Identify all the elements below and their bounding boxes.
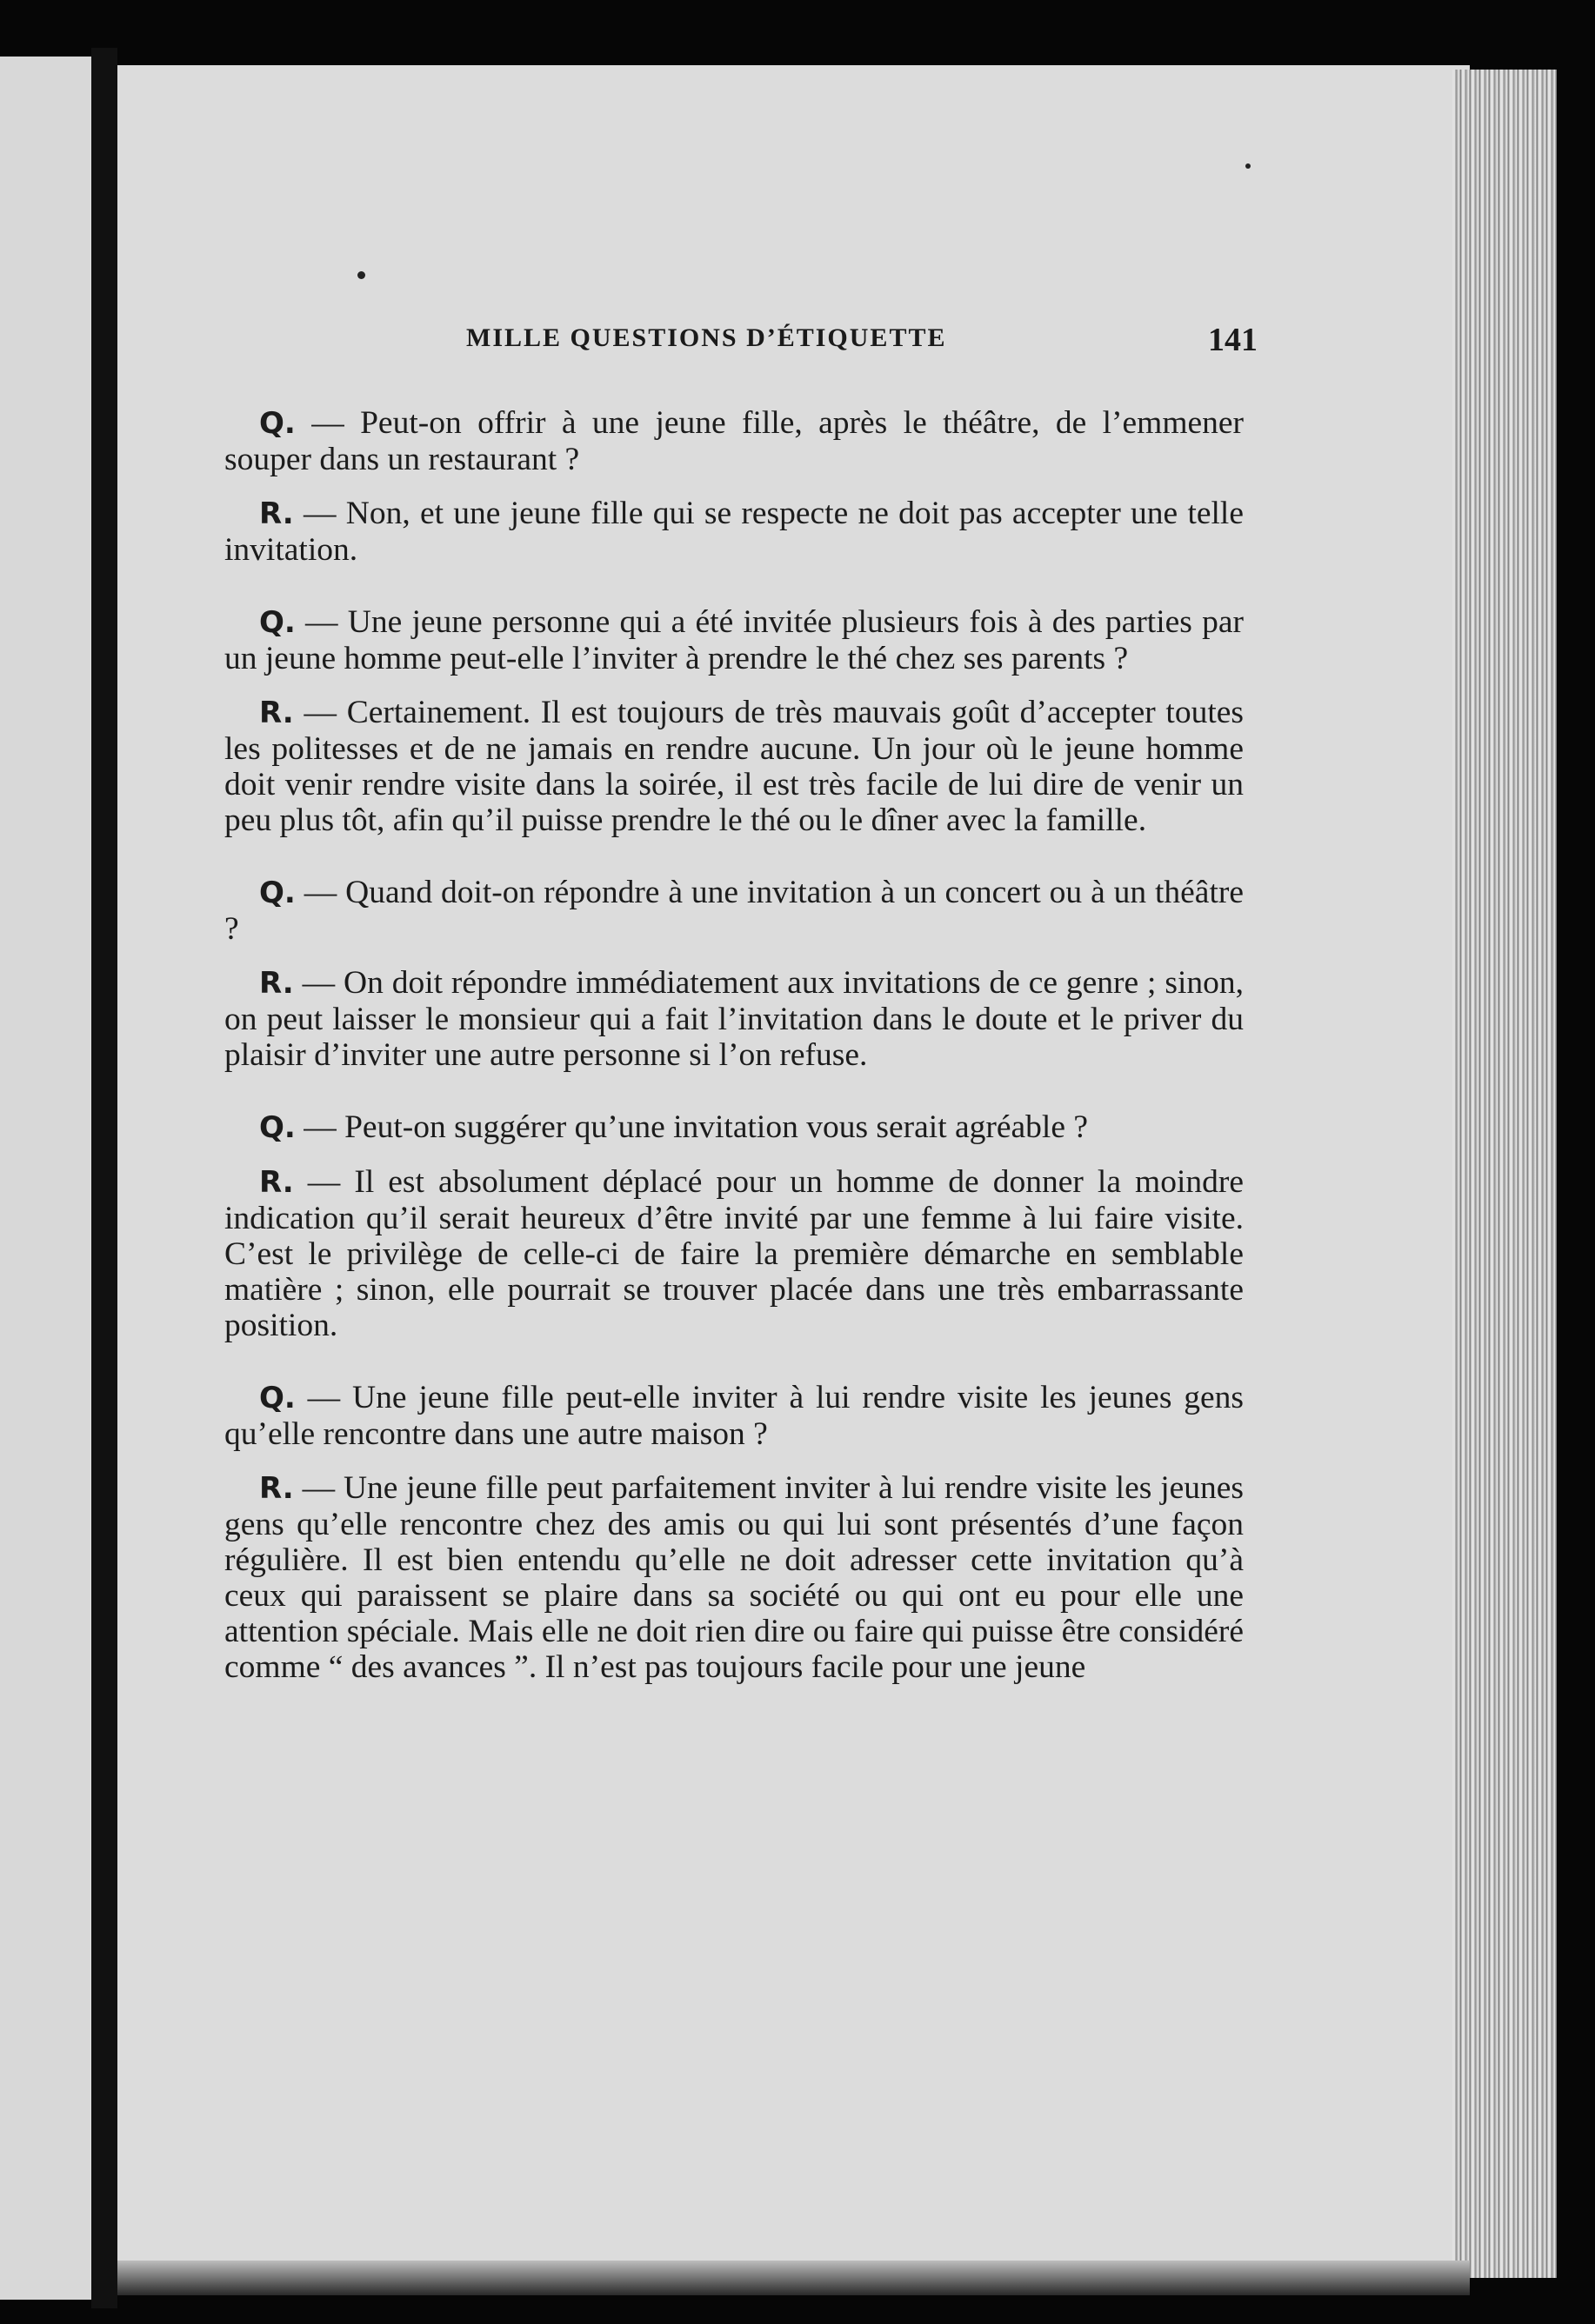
- em-dash: —: [293, 1470, 344, 1506]
- speck-mark: [1245, 163, 1251, 169]
- em-dash: —: [293, 1164, 355, 1200]
- answer-marker: R.: [259, 1471, 294, 1506]
- paragraph-text: Quand doit-on répondre à une invitation à un concert ou à un théâtre ?: [224, 875, 1244, 947]
- question-paragraph: [224, 1109, 1244, 1146]
- question-paragraph: [224, 604, 1244, 676]
- answer-paragraph: [224, 1470, 1244, 1685]
- paragraph-text: Une jeune fille peut-elle inviter à lui rendre visite les jeunes gens qu’elle rencontre dans une autre maison ?: [224, 1380, 1245, 1452]
- book-gutter: [91, 48, 117, 2308]
- page-bottom-shadow: [117, 2261, 1470, 2295]
- paragraph-text: Une jeune personne qui a été invitée plusieurs fois à des parties par un jeune homme peut-elle l’inviter à prendre le thé chez ses parents ?: [224, 604, 1244, 676]
- em-dash: —: [295, 405, 361, 441]
- answer-marker: R.: [259, 496, 294, 531]
- question-marker: Q.: [259, 876, 296, 910]
- em-dash: —: [293, 496, 346, 531]
- em-dash: —: [295, 1109, 345, 1145]
- paragraph-text: Peut-on suggérer qu’une invitation vous serait agréable ?: [344, 1109, 1089, 1145]
- answer-marker: R.: [259, 696, 294, 730]
- answer-paragraph: [224, 1164, 1244, 1343]
- question-marker: Q.: [259, 1110, 296, 1145]
- body-text: [224, 405, 1244, 1685]
- em-dash: —: [295, 1380, 353, 1415]
- facing-page-edge: [0, 57, 91, 2300]
- answer-marker: R.: [259, 1165, 294, 1200]
- page-stack-edge: [1452, 70, 1557, 2278]
- question-marker: Q.: [259, 605, 296, 640]
- question-paragraph: [224, 405, 1244, 477]
- question-paragraph: [224, 1380, 1244, 1452]
- speck-mark: [357, 271, 365, 279]
- paragraph-text: Certainement. Il est toujours de très mauvais goût d’accepter toutes les politesses et de ne jamais en rendre aucune. Un jour où le jeune homme doit venir rendre visite dans la soirée, il est très facile de lui dire de venir un peu plus tôt, afin qu’il puisse prendre le thé ou le dîner avec la famille.: [224, 695, 1245, 838]
- paragraph-text: Peut-on offrir à une jeune fille, après le théâtre, de l’emmener souper dans un restaurant ?: [224, 405, 1245, 477]
- page-number: 141: [1208, 322, 1258, 358]
- em-dash: —: [293, 965, 344, 1001]
- answer-paragraph: [224, 695, 1244, 838]
- answer-paragraph: [224, 496, 1244, 568]
- answer-paragraph: [224, 965, 1244, 1073]
- paragraph-text: On doit répondre immédiatement aux invitations de ce genre ; sinon, on peut laisser le monsieur qui a fait l’invitation dans le doute et le priver du plaisir d’inviter une autre personne si l’on refuse.: [224, 965, 1244, 1073]
- answer-marker: R.: [259, 966, 294, 1001]
- question-marker: Q.: [259, 406, 296, 441]
- question-paragraph: [224, 875, 1244, 947]
- em-dash: —: [295, 875, 346, 910]
- paragraph-text: Non, et une jeune fille qui se respecte ne doit pas accepter une telle invitation.: [224, 496, 1244, 568]
- paragraph-text: Il est absolument déplacé pour un homme de donner la moindre indication qu’il serait heureux d’être invité par une femme à lui faire visite. C’est le privilège de celle-ci de faire la première démarche en semblable matière ; sinon, elle pourrait se trouver placée dans une très embarrassante position.: [224, 1164, 1244, 1343]
- running-header: [466, 323, 1258, 358]
- em-dash: —: [293, 695, 347, 730]
- paragraph-text: Une jeune fille peut parfaitement inviter à lui rendre visite les jeunes gens qu’elle rencontre chez des amis ou qui lui sont présentés d’une façon régulière. Il est bien entendu qu’elle ne doit adresser cette invitation qu’à ceux qui paraissent se plaire dans sa société ou qui ont eu pour elle une attention spéciale. Mais elle ne doit rien dire ou faire qui puisse être considéré comme “ des avances ”. Il n’est pas toujours facile pour une jeune: [224, 1470, 1244, 1685]
- question-marker: Q.: [259, 1381, 296, 1415]
- em-dash: —: [295, 604, 348, 640]
- running-title: MILLE QUESTIONS D’ÉTIQUETTE: [466, 323, 947, 352]
